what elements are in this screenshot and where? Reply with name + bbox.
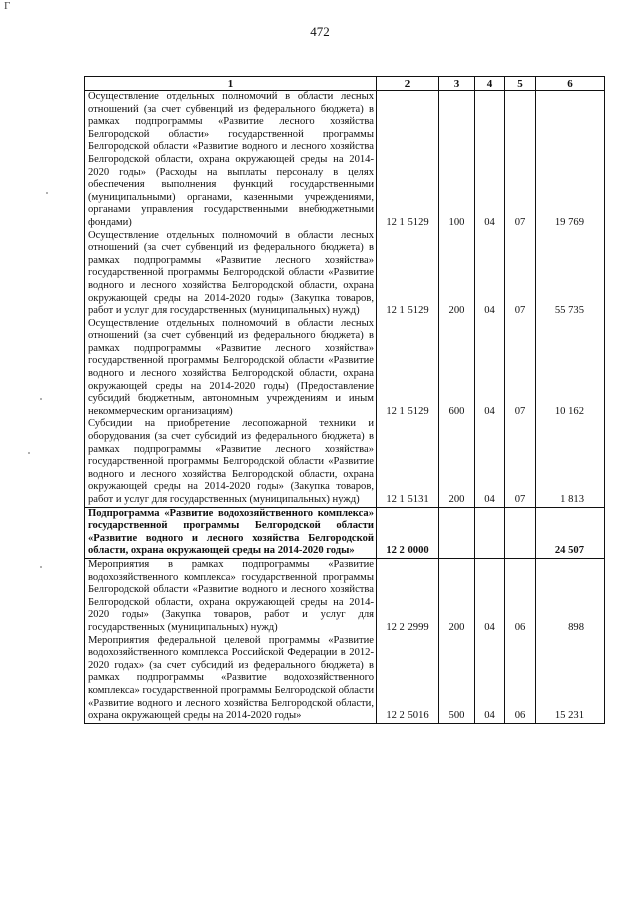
row-amount: 898 xyxy=(536,558,605,634)
scan-speck xyxy=(28,452,30,454)
row-target-code: 12 2 5016 xyxy=(377,635,439,724)
scan-speck xyxy=(46,192,48,194)
table-row-subprogram xyxy=(85,507,605,558)
row-target-code: 12 1 5131 xyxy=(377,418,439,507)
row-description: Мероприятия федеральной целевой программы «Развитие водохозяйственного комплекса Российской Федерации в 2012-2020 годах» (за счет субсидий из федерального бюджета) в рамках подпрограммы «Развитие водохозяйственного комплекса» государственной программы Белгородской области «Развитие водного и лесного хозяйства Белгородской области, охрана окружающей среды на 2014-2020 годы» xyxy=(85,635,377,724)
row-section: 04 xyxy=(475,558,505,634)
table-row xyxy=(85,635,605,724)
table-row xyxy=(85,558,605,634)
row-target-code: 12 1 5129 xyxy=(377,91,439,230)
header-col-2: 2 xyxy=(377,77,439,91)
row-amount: 1 813 xyxy=(536,418,605,507)
row-amount: 15 231 xyxy=(536,635,605,724)
scan-speck xyxy=(40,566,42,568)
row-subsection: 07 xyxy=(505,230,536,318)
row-target-code: 12 1 5129 xyxy=(377,230,439,318)
table-row xyxy=(85,230,605,318)
header-col-1: 1 xyxy=(85,77,377,91)
row-section: 04 xyxy=(475,318,505,419)
row-amount: 19 769 xyxy=(536,91,605,230)
row-description: Осуществление отдельных полномочий в области лесных отношений (за счет субвенций из федерального бюджета) в рамках подпрограммы «Развитие лесного хозяйства» государственной программы Белгородской области «Развитие водного и лесного хозяйства Белгородской области, охрана окружающей среды на 2014-2020 годы» (Закупка товаров, работ и услуг для государственных (муниципальных) нужд) xyxy=(85,230,377,318)
header-col-4: 4 xyxy=(475,77,505,91)
row-section: 04 xyxy=(475,230,505,318)
row-expense-type: 200 xyxy=(439,418,475,507)
row-section: 04 xyxy=(475,91,505,230)
header-col-6: 6 xyxy=(536,77,605,91)
row-expense-type: 100 xyxy=(439,91,475,230)
header-col-3: 3 xyxy=(439,77,475,91)
row-section: 04 xyxy=(475,635,505,724)
row-amount: 55 735 xyxy=(536,230,605,318)
row-subsection: 07 xyxy=(505,91,536,230)
row-target-code: 12 1 5129 xyxy=(377,318,439,419)
table-row xyxy=(85,418,605,507)
budget-table xyxy=(84,76,605,724)
row-expense-type: 200 xyxy=(439,230,475,318)
row-target-code: 12 2 2999 xyxy=(377,558,439,634)
row-subsection: 06 xyxy=(505,558,536,634)
scan-speck xyxy=(40,398,42,400)
page-number: 472 xyxy=(310,24,330,39)
row-subsection: 06 xyxy=(505,635,536,724)
corner-mark: Г xyxy=(4,0,11,12)
row-description: Мероприятия в рамках подпрограммы «Развитие водохозяйственного комплекса» государственной программы Белгородской области «Развитие водного и лесного хозяйства Белгородской области, охрана окружающей среды на 2014-2020 годы» (Закупка товаров, работ и услуг для государственных (муниципальных) нужд) xyxy=(85,558,377,634)
row-description: Субсидии на приобретение лесопожарной техники и оборудования (за счет субсидий из федерального бюджета) в рамках подпрограммы «Развитие лесного хозяйства» государственной программы Белгородской области «Развитие водного и лесного хозяйства Белгородской области, охрана окружающей среды на 2014-2020 годы» (Закупка товаров, работ и услуг для государственных (муниципальных) нужд) xyxy=(85,418,377,507)
table-row xyxy=(85,91,605,230)
header-col-5: 5 xyxy=(505,77,536,91)
row-expense-type: 600 xyxy=(439,318,475,419)
row-section xyxy=(475,507,505,558)
row-subsection: 07 xyxy=(505,418,536,507)
table-row xyxy=(85,318,605,419)
row-amount: 10 162 xyxy=(536,318,605,419)
table-header-row xyxy=(85,77,605,91)
row-subsection xyxy=(505,507,536,558)
row-description: Осуществление отдельных полномочий в области лесных отношений (за счет субвенций из федерального бюджета) в рамках подпрограммы «Развитие лесного хозяйства» государственной программы Белгородской области «Развитие водного и лесного хозяйства Белгородской области, охрана окружающей среды на 2014-2020 годы) (Предоставление субсидий бюджетным, автономным учреждениям и иным некоммерческим организациям) xyxy=(85,318,377,419)
row-amount: 24 507 xyxy=(536,507,605,558)
row-target-code: 12 2 0000 xyxy=(377,507,439,558)
row-description: Осуществление отдельных полномочий в области лесных отношений (за счет субвенций из федерального бюджета) в рамках подпрограммы «Развитие лесного хозяйства Белгородской области» государственной программы Белгородской области «Развитие водного и лесного хозяйства Белгородской области, охрана окружающей среды на 2014-2020 годы» (Расходы на выплаты персоналу в целях обеспечения выполнения функций государственными (муниципальными) органами, казенными учреждениями, органами управления государственными внебюджетными фондами) xyxy=(85,91,377,230)
row-description: Подпрограмма «Развитие водохозяйственного комплекса» государственной программы Белгородской области «Развитие водного и лесного хозяйства Белгородской области, охрана окружающей среды на 2014-2020 годы» xyxy=(85,507,377,558)
row-section: 04 xyxy=(475,418,505,507)
row-expense-type: 500 xyxy=(439,635,475,724)
row-expense-type: 200 xyxy=(439,558,475,634)
row-subsection: 07 xyxy=(505,318,536,419)
row-expense-type xyxy=(439,507,475,558)
